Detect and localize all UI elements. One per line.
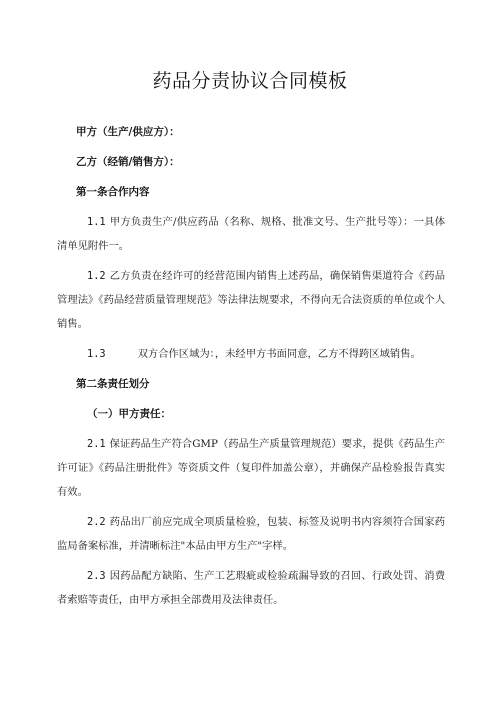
clause-text: 保证药品生产符合GMP（药品生产质量管理规范）要求，提供《药品生产许可证》《药品注册批件》等资质文件（复印件加盖公章），并确保产品检验报告真实有效。 (57, 438, 445, 498)
article-1-heading: 第一条合作内容 (76, 186, 150, 198)
document-body (57, 120, 445, 612)
party-a-responsibility-heading: （一）甲方责任： (87, 408, 171, 420)
party-b-line: 乙方（经销/销售方）： (76, 156, 180, 168)
clause-number: 2.1 (87, 438, 106, 450)
clause-2-1 (57, 432, 445, 504)
clause-text: 乙方负责在经许可的经营范围内销售上述药品，确保销售渠道符合《药品管理法》《药品经营质量管理规范》等法律法规要求，不得向无合法资质的单位或个人销售。 (57, 270, 445, 330)
clause-1-1 (57, 210, 445, 258)
clause-number: 1.3 (87, 348, 106, 360)
clause-number: 2.2 (87, 516, 106, 528)
document-title: 药品分责协议合同模板 (152, 70, 348, 92)
article-2-heading: 第二条责任划分 (76, 378, 150, 390)
clause-text: 甲方负责生产/供应药品（名称、规格、批准文号、生产批号等）：一具体清单见附件一。 (57, 216, 445, 252)
clause-text: 药品出厂前应完成全项质量检验，包装、标签及说明书内容须符合国家药监局备案标准，并清晰标注"本品由甲方生产"字样。 (57, 516, 445, 552)
clause-1-3 (57, 342, 445, 366)
clause-number: 1.1 (87, 216, 106, 228)
clause-2-2 (57, 510, 445, 558)
clause-text: 双方合作区域为：，未经甲方书面同意，乙方不得跨区域销售。 (137, 348, 421, 360)
party-a-line: 甲方（生产/供应方）： (76, 126, 180, 138)
clause-2-3 (57, 564, 445, 612)
clause-1-2 (57, 264, 445, 336)
clause-text: 因药品配方缺陷、生产工艺瑕疵或检验疏漏导致的召回、行政处罚、消费者索赔等责任，由甲方承担全部费用及法律责任。 (57, 570, 445, 606)
clause-number: 2.3 (87, 570, 106, 582)
clause-number: 1.2 (87, 270, 106, 282)
